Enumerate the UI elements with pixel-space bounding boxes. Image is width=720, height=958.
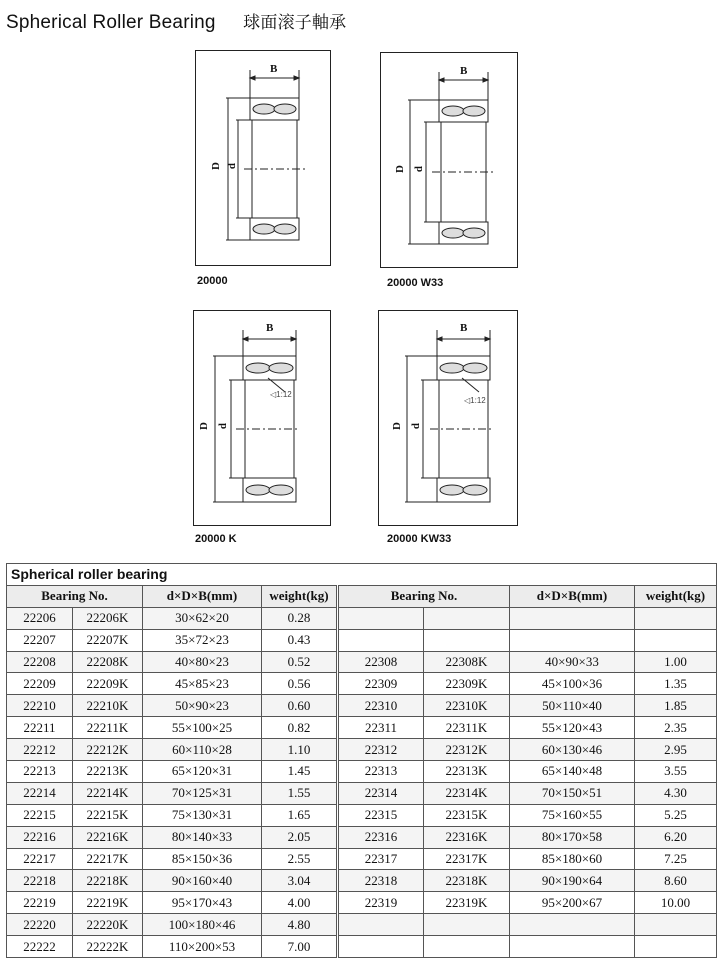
table-row bbox=[7, 695, 717, 717]
weight-cell: 4.80 bbox=[262, 914, 338, 936]
dim-inner-label: d bbox=[226, 162, 239, 170]
bearing-no-cell: 22313 bbox=[338, 761, 424, 783]
table-row bbox=[7, 761, 717, 783]
weight-cell: 5.25 bbox=[635, 804, 717, 826]
dim-b-label: B bbox=[266, 322, 274, 334]
dimensions-cell: 30×62×20 bbox=[143, 607, 262, 629]
bearing-no-k-cell: 22218K bbox=[73, 870, 143, 892]
weight-cell: 4.30 bbox=[635, 782, 717, 804]
bearing-no-k-cell: 22312K bbox=[424, 739, 510, 761]
dimensions-cell: 100×180×46 bbox=[143, 914, 262, 936]
bearing-no-k-cell: 22314K bbox=[424, 782, 510, 804]
bearing-no-cell: 22210 bbox=[7, 695, 73, 717]
bearing-no-cell: 22217 bbox=[7, 848, 73, 870]
table-row bbox=[7, 826, 717, 848]
dimensions-cell: 50×110×40 bbox=[510, 695, 635, 717]
bearing-no-cell: 22319 bbox=[338, 892, 424, 914]
dimensions-cell: 65×140×48 bbox=[510, 761, 635, 783]
dim-outer-label: D bbox=[393, 165, 406, 173]
figure-caption: 20000 bbox=[197, 275, 228, 287]
weight-cell: 8.60 bbox=[635, 870, 717, 892]
weight-cell: 1.45 bbox=[262, 761, 338, 783]
title-chinese: 球面滚子軸承 bbox=[243, 13, 347, 33]
header-weight: weight(kg) bbox=[635, 585, 717, 607]
header-bearing-no: Bearing No. bbox=[338, 585, 510, 607]
bearing-no-cell: 22209 bbox=[7, 673, 73, 695]
dimensions-cell: 60×110×28 bbox=[143, 739, 262, 761]
dimensions-cell bbox=[510, 936, 635, 958]
dimensions-cell: 60×130×46 bbox=[510, 739, 635, 761]
bearing-no-cell: 22218 bbox=[7, 870, 73, 892]
dim-b-label: B bbox=[270, 63, 278, 75]
bearing-no-cell: 22309 bbox=[338, 673, 424, 695]
bearing-no-cell: 22310 bbox=[338, 695, 424, 717]
bearing-no-k-cell: 22213K bbox=[73, 761, 143, 783]
bearing-no-k-cell: 22219K bbox=[73, 892, 143, 914]
bearing-no-cell: 22219 bbox=[7, 892, 73, 914]
weight-cell: 1.00 bbox=[635, 651, 717, 673]
dimensions-cell: 110×200×53 bbox=[143, 936, 262, 958]
bearing-no-k-cell: 22211K bbox=[73, 717, 143, 739]
bearing-no-cell: 22314 bbox=[338, 782, 424, 804]
dimensions-cell: 90×190×64 bbox=[510, 870, 635, 892]
weight-cell: 1.65 bbox=[262, 804, 338, 826]
taper-ratio-label: ◁1:12 bbox=[270, 390, 292, 399]
weight-cell: 0.43 bbox=[262, 629, 338, 651]
bearing-spec-table bbox=[6, 563, 717, 958]
dimensions-cell: 95×170×43 bbox=[143, 892, 262, 914]
bearing-no-cell: 22312 bbox=[338, 739, 424, 761]
dim-outer-label: D bbox=[390, 422, 403, 430]
bearing-no-k-cell: 22214K bbox=[73, 782, 143, 804]
bearing-no-cell: 22207 bbox=[7, 629, 73, 651]
bearing-no-cell: 22222 bbox=[7, 936, 73, 958]
dimensions-cell: 85×180×60 bbox=[510, 848, 635, 870]
dimensions-cell: 55×100×25 bbox=[143, 717, 262, 739]
figure-caption: 20000 W33 bbox=[387, 277, 444, 289]
dimensions-cell: 45×100×36 bbox=[510, 673, 635, 695]
dim-inner-label: d bbox=[413, 165, 426, 173]
bearing-no-k-cell: 22215K bbox=[73, 804, 143, 826]
dimensions-cell bbox=[510, 607, 635, 629]
bearing-no-k-cell: 22206K bbox=[73, 607, 143, 629]
bearing-no-k-cell: 22308K bbox=[424, 651, 510, 673]
bearing-no-k-cell: 22315K bbox=[424, 804, 510, 826]
table-row bbox=[7, 870, 717, 892]
dimensions-cell: 40×80×23 bbox=[143, 651, 262, 673]
bearing-no-k-cell: 22208K bbox=[73, 651, 143, 673]
table-row bbox=[7, 804, 717, 826]
dimensions-cell: 55×120×43 bbox=[510, 717, 635, 739]
weight-cell: 3.55 bbox=[635, 761, 717, 783]
dimensions-cell: 65×120×31 bbox=[143, 761, 262, 783]
weight-cell bbox=[635, 629, 717, 651]
bearing-no-k-cell: 22311K bbox=[424, 717, 510, 739]
table-caption: Spherical roller bearing bbox=[7, 564, 717, 586]
dim-outer-label: D bbox=[197, 422, 210, 430]
dimensions-cell: 70×150×51 bbox=[510, 782, 635, 804]
table-row bbox=[7, 848, 717, 870]
dimensions-cell: 95×200×67 bbox=[510, 892, 635, 914]
bearing-no-cell bbox=[338, 936, 424, 958]
bearing-no-cell: 22308 bbox=[338, 651, 424, 673]
dimensions-cell: 75×130×31 bbox=[143, 804, 262, 826]
dim-inner-label: d bbox=[410, 422, 423, 430]
dimensions-cell: 90×160×40 bbox=[143, 870, 262, 892]
bearing-no-cell: 22311 bbox=[338, 717, 424, 739]
dimensions-cell: 50×90×23 bbox=[143, 695, 262, 717]
bearing-no-cell: 22220 bbox=[7, 914, 73, 936]
bearing-no-k-cell bbox=[424, 914, 510, 936]
weight-cell: 1.35 bbox=[635, 673, 717, 695]
bearing-no-cell: 22206 bbox=[7, 607, 73, 629]
weight-cell: 7.25 bbox=[635, 848, 717, 870]
table-row bbox=[7, 717, 717, 739]
weight-cell: 0.82 bbox=[262, 717, 338, 739]
weight-cell: 0.28 bbox=[262, 607, 338, 629]
weight-cell: 4.00 bbox=[262, 892, 338, 914]
dimensions-cell: 75×160×55 bbox=[510, 804, 635, 826]
table-header-row bbox=[7, 585, 717, 607]
table-row bbox=[7, 607, 717, 629]
bearing-no-k-cell: 22217K bbox=[73, 848, 143, 870]
table-row bbox=[7, 651, 717, 673]
bearing-no-k-cell bbox=[424, 629, 510, 651]
table-row bbox=[7, 892, 717, 914]
bearing-no-cell bbox=[338, 629, 424, 651]
weight-cell: 1.10 bbox=[262, 739, 338, 761]
bearing-no-k-cell: 22318K bbox=[424, 870, 510, 892]
bearing-no-cell: 22208 bbox=[7, 651, 73, 673]
header-dimensions: d×D×B(mm) bbox=[510, 585, 635, 607]
weight-cell: 1.55 bbox=[262, 782, 338, 804]
table-body bbox=[7, 607, 717, 957]
bearing-no-k-cell: 22310K bbox=[424, 695, 510, 717]
bearing-no-k-cell: 22210K bbox=[73, 695, 143, 717]
table-row bbox=[7, 673, 717, 695]
table-row bbox=[7, 739, 717, 761]
bearing-no-cell: 22316 bbox=[338, 826, 424, 848]
bearing-no-cell: 22215 bbox=[7, 804, 73, 826]
bearing-no-k-cell: 22222K bbox=[73, 936, 143, 958]
weight-cell bbox=[635, 607, 717, 629]
dim-outer-label: D bbox=[209, 162, 222, 170]
weight-cell: 2.35 bbox=[635, 717, 717, 739]
weight-cell: 3.04 bbox=[262, 870, 338, 892]
weight-cell: 2.55 bbox=[262, 848, 338, 870]
bearing-no-k-cell: 22316K bbox=[424, 826, 510, 848]
table-row bbox=[7, 782, 717, 804]
bearing-no-cell: 22216 bbox=[7, 826, 73, 848]
dimensions-cell: 80×140×33 bbox=[143, 826, 262, 848]
taper-ratio-label: ◁1:12 bbox=[464, 396, 486, 405]
bearing-no-k-cell bbox=[424, 936, 510, 958]
dim-b-label: B bbox=[460, 65, 468, 77]
bearing-no-cell: 22317 bbox=[338, 848, 424, 870]
bearing-no-cell: 22213 bbox=[7, 761, 73, 783]
weight-cell bbox=[635, 914, 717, 936]
bearing-no-cell bbox=[338, 607, 424, 629]
weight-cell: 10.00 bbox=[635, 892, 717, 914]
weight-cell bbox=[635, 936, 717, 958]
bearing-no-k-cell: 22317K bbox=[424, 848, 510, 870]
bearing-no-k-cell: 22209K bbox=[73, 673, 143, 695]
weight-cell: 7.00 bbox=[262, 936, 338, 958]
bearing-no-cell: 22315 bbox=[338, 804, 424, 826]
dimensions-cell: 70×125×31 bbox=[143, 782, 262, 804]
weight-cell: 0.52 bbox=[262, 651, 338, 673]
weight-cell: 6.20 bbox=[635, 826, 717, 848]
figure-caption: 20000 K bbox=[195, 533, 237, 545]
bearing-no-k-cell: 22319K bbox=[424, 892, 510, 914]
weight-cell: 0.56 bbox=[262, 673, 338, 695]
bearing-no-k-cell: 22212K bbox=[73, 739, 143, 761]
bearing-no-k-cell: 22309K bbox=[424, 673, 510, 695]
dim-inner-label: d bbox=[217, 422, 230, 430]
header-weight: weight(kg) bbox=[262, 585, 338, 607]
figure-caption: 20000 KW33 bbox=[387, 533, 452, 545]
bearing-no-k-cell: 22216K bbox=[73, 826, 143, 848]
bearing-no-k-cell bbox=[424, 607, 510, 629]
dimensions-cell: 35×72×23 bbox=[143, 629, 262, 651]
weight-cell: 2.05 bbox=[262, 826, 338, 848]
header-dimensions: d×D×B(mm) bbox=[143, 585, 262, 607]
dimensions-cell bbox=[510, 629, 635, 651]
bearing-no-k-cell: 22220K bbox=[73, 914, 143, 936]
dimensions-cell: 45×85×23 bbox=[143, 673, 262, 695]
table-row bbox=[7, 914, 717, 936]
dimensions-cell: 40×90×33 bbox=[510, 651, 635, 673]
dimensions-cell: 85×150×36 bbox=[143, 848, 262, 870]
bearing-no-k-cell: 22207K bbox=[73, 629, 143, 651]
bearing-no-cell: 22212 bbox=[7, 739, 73, 761]
dim-b-label: B bbox=[460, 322, 468, 334]
table-row bbox=[7, 936, 717, 958]
table-row bbox=[7, 629, 717, 651]
bearing-no-k-cell: 22313K bbox=[424, 761, 510, 783]
bearing-no-cell bbox=[338, 914, 424, 936]
title-english: Spherical Roller Bearing bbox=[6, 12, 216, 33]
dimensions-cell: 80×170×58 bbox=[510, 826, 635, 848]
bearing-no-cell: 22214 bbox=[7, 782, 73, 804]
dimensions-cell bbox=[510, 914, 635, 936]
header-bearing-no: Bearing No. bbox=[7, 585, 143, 607]
bearing-no-cell: 22318 bbox=[338, 870, 424, 892]
weight-cell: 2.95 bbox=[635, 739, 717, 761]
weight-cell: 1.85 bbox=[635, 695, 717, 717]
bearing-no-cell: 22211 bbox=[7, 717, 73, 739]
weight-cell: 0.60 bbox=[262, 695, 338, 717]
